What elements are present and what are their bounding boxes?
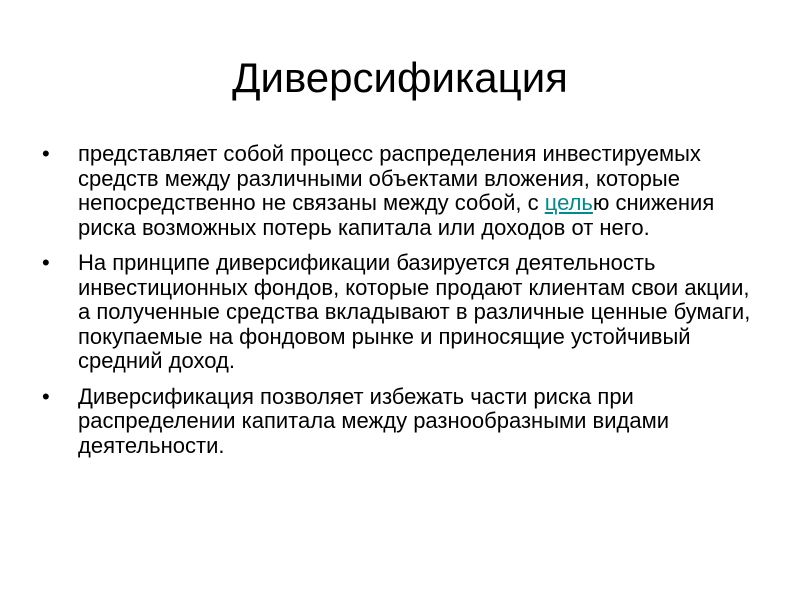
bullet-marker: •: [42, 141, 50, 166]
bullet-text: Диверсификация позволяет избежать части риска при распределении капитала между разнообразными видами деятельности.: [78, 383, 669, 458]
bullet-list: [42, 142, 762, 469]
bullet-text-after-link: ю снижения риска возможных потерь капитала или доходов от него.: [78, 190, 715, 240]
bullet-text: На принципе диверсификации базируется деятельность инвестиционных фондов, которые продают клиентам свои акции, а полученные средства вкладывают в различные ценные бумаги, покупаемые на фондовом рынке и приносящие устойчивый средний доход.: [78, 250, 751, 373]
slide-title: Диверсификация: [232, 54, 568, 101]
bullet-marker: •: [42, 383, 50, 409]
bullet-item-1: [42, 142, 762, 240]
bullet-text-before-link: представляет собой процесс распределения инвестируемых средств между различными объектами вложения, которые непосредственно не связаны между собой, с: [78, 141, 701, 215]
bullet-item-3: [42, 385, 762, 459]
bullet-marker: •: [42, 250, 50, 275]
bullet-item-2: [42, 251, 762, 374]
hyperlink-tsel[interactable]: цель: [544, 190, 593, 215]
